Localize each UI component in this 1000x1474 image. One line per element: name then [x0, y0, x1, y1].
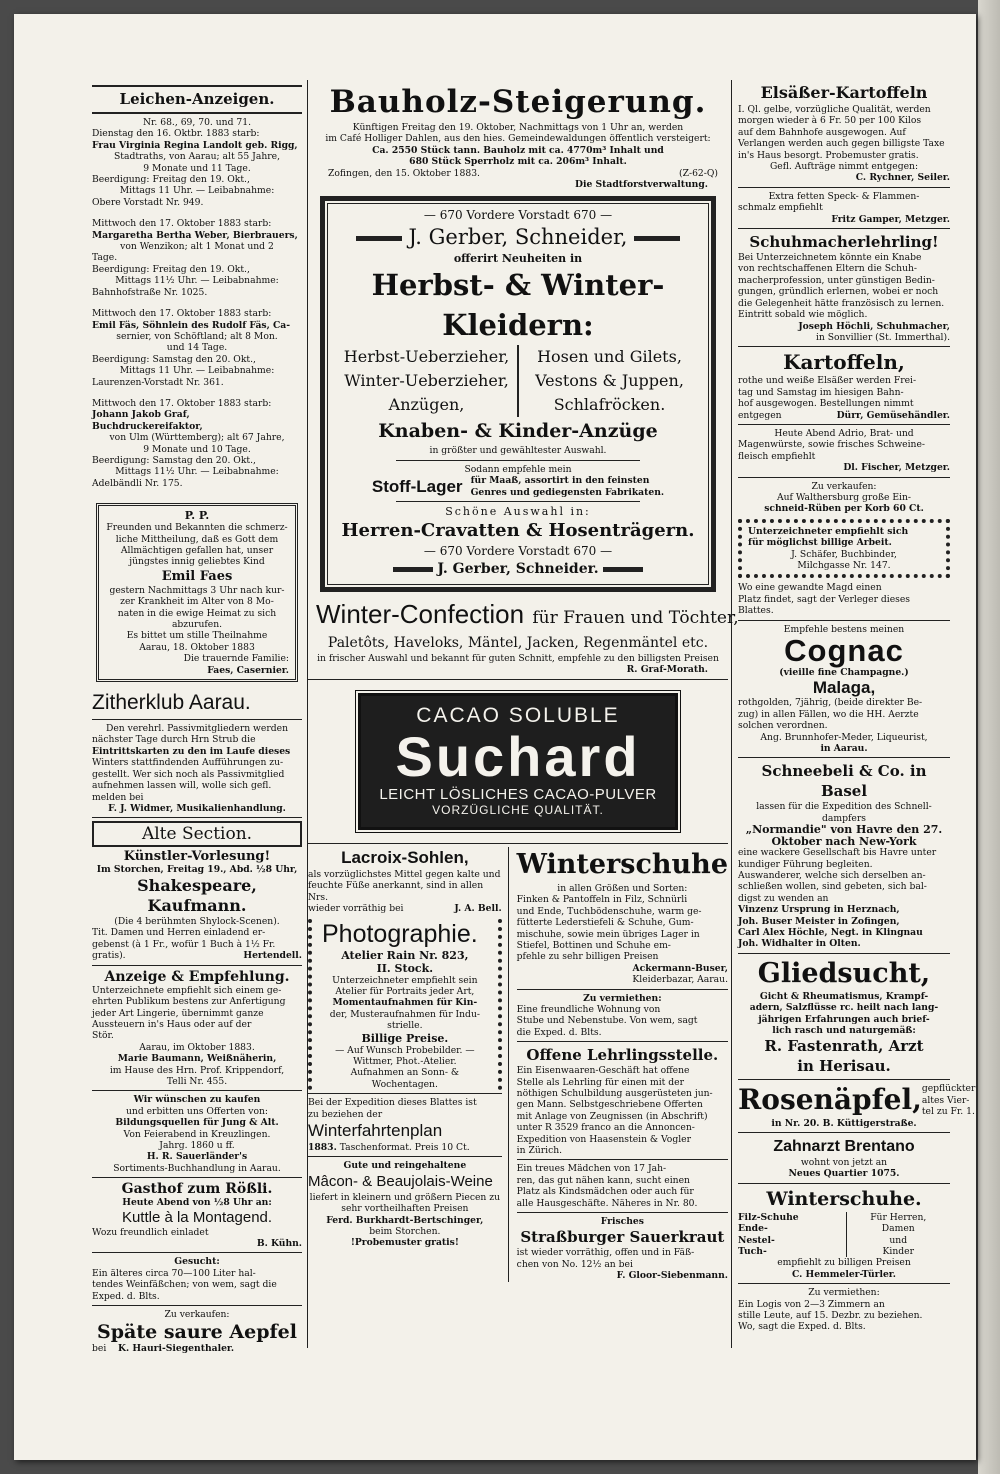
schuhmacherlehrling: Schuhmacherlehrling! Bei Unterzeichnetem könnte ein Knabe von rechtschaffenen Eltern die Schuh- macherprofession, unter günstigen Bedin- gungen, gründlich erlernen, wobei er noch die Gelegenheit hätte französisch zu lernen. Eintritt sobald wie möglich. Joseph Höchli, Schuhmacher, in Sonvillier (St. Immerthal). — [738, 233, 950, 343]
gliedsucht-ad: Gliedsucht, Gicht & Rheumatismus, Krampf- adern, Salzflüsse rc. heilt nach lang- jährigen Erfahrungen auch brief- lich rasch und naturgemäß: R. Fastenrath, Arzt in Herisau. — [749, 957, 939, 1076]
winterschuhe-ackermann: Winterschuhe in allen Größen und Sorten: Finken & Pantoffeln in Filz, Schnürli und Ende, Tuchbödenschuhe, warm ge- fütterte Lederstiefeli & Schuhe, Gum- mischuhe, sowie mein übriges Lager in Stiefel, Bottinen und Schuhe em- pfehle zu sehr billigen Preisen Ackermann-Buser, Kleiderbazar, Aarau. — [516, 848, 728, 986]
death-notices — [92, 85, 302, 489]
lehrlingsstelle: Offene Lehrlingsstelle. Ein Eisenwaaren-Geschäft hat offene Stelle als Lehrling für einen mit der nöthigen Schulbildung ausgerüsteten jun- gen Mann. Selbstgeschriebene Offerten mit Anlage von Zeugnissen (in Abschrift) unter R 3529 franco an die Annoncen- Expedition von Haasenstein & Vogler in Zürich. — [516, 1046, 719, 1156]
anzeige-empfehlung: Anzeige & Empfehlung. Unterzeichnete empfiehlt sich einem ge- ehrten Publikum bestens zur Anfertigung jeder Art Lingerie, übernimmt ganze Aussteuern in's Haus oder auf der Stör. Aarau, im Oktober 1883. Marie Baumann, Weißnäherin, im Hause des Hrn. Prof. Krippendorf, Telli Nr. 455. — [92, 968, 290, 1087]
zahnarzt-brentano: Zahnarzt Brentano wohnt von jetzt an Neues Quartier 1075. — [773, 1138, 915, 1180]
gerber-ad: — 670 Vordere Vorstadt 670 — J. Gerber, Schneider, offerirt Neuheiten in Herbst- & Winter-Kleidern: Herbst-Ueberzieher, Winter-Ueberzieher, Anzügen, Hosen und Gilets, Vestons & Juppen, Schlafröcken. Knaben- & Kinder-Anzüge in größter und gewähltester Auswahl. Sodann empfehle mein Stoff-Lager für Maaß, assortirt in den feinsten Genres und gediegensten Fabrikaten. Schöne Auswahl in: Herren-Cravatten & Hosenträgern. — 670 Vordere Vorstadt 670 — J. Gerber, Schneider. — [320, 196, 716, 592]
buchbinder-ad: Unterzeichneter empfiehlt sich für möglichst billige Arbeit. J. Schäfer, Buchbinder, Milchgasse Nr. 147. — [738, 519, 950, 579]
elsaesser-kartoffeln: Elsäßer-Kartoffeln I. Ql. gelbe, vorzügliche Qualität, werden morgen wieder à 6 Fr. 50 per 100 Kilos auf dem Bahnhofe ausgewogen. Auf Verlangen werden auch gegen billigste Taxe in's Haus besorgt. Probemuster gratis. Gefl. Aufträge nimmt entgegen: C. Rychner, Seiler. — [738, 83, 950, 184]
winter-confection: Winter-Confection für Frauen und Töchter, Paletôts, Haveloks, Mäntel, Jacken, Regenmäntel etc. in frischer Auswahl und bekannt für guten Schnitt, empfehle zu den billigsten Preisen R. Graf-Morath. — [316, 599, 739, 676]
winterfahrtenplan: Bei der Expedition dieses Blattes ist zu beziehen der Winterfahrtenplan 1883. Taschenformat. Preis 10 Ct. — [308, 1097, 477, 1153]
kindsmaedchen: Ein treues Mädchen von 17 Jah- ren, das gut nähen kann, sucht einen Platz als Kindsmädchen oder auch für alle Hausgeschäfte. Näheres in Nr. 80. — [516, 1163, 698, 1209]
alte-section-box: Alte Section. — [92, 821, 302, 847]
saure-aepfel: Zu verkaufen: Späte saure Aepfel bei K. Hauri-Siegenthaler. — [92, 1309, 297, 1354]
column-rule-2 — [731, 80, 732, 1348]
lacroix-soles: Lacroix-Sohlen, als vorzüglichstes Mittel gegen kalte und feuchte Füße anerkannt, sind in allen Nrs. wieder vorräthig bei J. A. Bell. — [308, 847, 502, 915]
obituary-name: Emil Faes — [161, 568, 233, 584]
bratwurst-ad: Heute Abend Adrio, Brat- und Magenwürste, sowie frisches Schweine- fleisch empfiehlt Dl. Fischer, Metzger. — [738, 427, 950, 474]
einschneid-rueben: Zu verkaufen: Auf Walthersburg große Ein- schneid-Rüben per Korb 60 Ct. — [764, 480, 924, 515]
speck-flammenschmalz: Extra fetten Speck- & Flammen- schmalz empfiehlt Fritz Gamper, Metzger. — [738, 190, 950, 225]
kartoffeln-duerr: Kartoffeln, rothe und weiße Elsäßer werden Frei- tag und Samstag im hiesigen Bahn- hof ausgewogen. Bestellungen nimmt entgegen Dürr, Gemüsehändler. — [738, 350, 950, 421]
column-middle — [308, 82, 739, 1282]
death-notices-title: Leichen-Anzeigen. — [119, 90, 275, 108]
suchard-ad: CACAO SOLUBLE Suchard LEICHT LÖSLICHES CACAO-PULVER VORZÜGLICHE QUALITÄT. — [358, 693, 678, 830]
kuenstler-vorlesung: Künstler-Vorlesung! Im Storchen, Freitag 19., Abd. ½8 Uhr, Shakespeare, Kaufmann. (Die 4 berühmten Shylock-Scenen). Tit. Damen und Herren einladend er- gebenst (à 1 Fr., wofür 1 Buch à 1½ Fr. gratis). Hertendell. — [92, 849, 302, 962]
zither-notice: Den verehrl. Passivmitgliedern werden nächster Tage durch Hrn Strub die Eintrittskarten zu den im Laufe dieses Winters stattfindenden Aufführungen zu- gestellt. Wer sich noch als Passivmitglied aufnehmen lassen will, wolle sich gefl. melden bei F. J. Widmer, Musikalienhandlung. — [92, 723, 291, 814]
gesucht: Gesucht: Ein älteres circa 70—100 Liter hal- tendes Weinfäßchen; von wem, sagt die Exped. d. Blts. — [92, 1256, 277, 1302]
scan-edge — [978, 0, 1000, 1474]
lower-middle-ads — [308, 847, 728, 1282]
cognac-ad: Empfehle bestens meinen Cognac (vieille fine Champagne.) Malaga, rothgolden, 7jährig, (beide direkter Be- zug) in allen Fällen, wo die HH. Aerzte solchen verordnen. Ang. Brunnhofer-Meder, Liqueurist, in Aarau. — [738, 623, 928, 755]
magd-gesucht: Wo eine gewandte Magd einen Platz findet, sagt der Verleger dieses Blattes. — [738, 582, 911, 617]
wanted-books: Wir wünschen zu kaufen und erbitten uns Offerten von: Bildungsquellen für Jung & Alt. Von Feierabend in Kreuzlingen. Jahrg. 1860 u ff. H. R. Sauerländer's Sortiments-Buchhandlung in Aarau. — [113, 1094, 281, 1174]
photographie-ad: Photographie. Atelier Rain Nr. 823, II. Stock. Unterzeichneter empfiehlt sein Atelier für Portraits jeder Art, Momentaufnahmen für Kin- der, Musteraufnahmen für Indu- strielle. Billige Preise. — Auf Wunsch Probebilder. — Wittmer, Phot.-Atelier. Aufnahmen an Sonn- & Wochentagen. — [308, 919, 502, 1091]
bauholz-steigerung: Bauholz-Steigerung. Künftigen Freitag den 19. Oktober, Nachmittags von 1 Uhr an, werden im Café Holliger Dahlen, aus den hies. Gemeindewaldungen öffentlich versteigert: Ca. 2550 Stück tann. Bauholz mit ca. 4770m³ Inhalt und 680 Stück Sperrholz mit ca. 206m³ Inhalt. Zofingen, den 15. Oktober 1883. (Z-62-Q) Die Stadtforstverwaltung. — [325, 84, 718, 191]
death-entry-2: Mittwoch den 17. Oktober 1883 starb: Margaretha Bertha Weber, Bierbrauers, von Wenzikon; alt 1 Monat und 2 Tage. Beerdigung: Freitag den 19. Okt., Mittags 11½ Uhr. — Leibabnahme: Bahnhofstraße Nr. 1025. — [92, 218, 298, 298]
gerber-garment-list: Herbst-Ueberzieher, Winter-Ueberzieher, Anzügen, Hosen und Gilets, Vestons & Juppen, Schlafröcken. — [336, 345, 700, 417]
wohnung-vermieten: Zu vermiethen: Eine freundliche Wohnung von Stube und Nebenstube. Von wem, sagt die Exped. d. Blts. — [516, 992, 698, 1038]
winterschuhe-hemmeler: Winterschuhe. Filz-Schuhe Ende- Nestel- Tuch- Für Herren, Damen und Kinder empfiehlt zu billigen Preisen C. Hemmeler-Türler. — [738, 1187, 927, 1280]
column-left — [92, 82, 302, 1354]
column-right — [738, 82, 976, 1333]
death-numbers: Nr. 68., 69, 70. und 71. — [142, 117, 252, 128]
obituary-box: P. P. Freunden und Bekannten die schmerz- liche Mittheilung, daß es Gott dem Allmächtigen gefallen hat, unser jüngstes innig geliebtes Kind Emil Faes gestern Nachmittags 3 Uhr nach kur- zer Krankheit im Alter von 8 Mo- naten in die ewige Heimat zu sich abzurufen. Es bittet um stille Theilnahme Aarau, 18. Oktober 1883 Die trauernde Familie: Faes, Casernier. — [96, 503, 298, 682]
sauerkraut: Frisches Straßburger Sauerkraut ist wieder vorräthig, offen und in Fäß- chen von No. 12½ an bei F. Gloor-Siebenmann. — [516, 1216, 728, 1282]
gasthof-roessli: Gasthof zum Rößli. Heute Abend von ½8 Uhr an: Kuttle à la Montagend. Wozu freundlich einladet B. Kühn. — [92, 1181, 302, 1250]
schneebeli-auswanderung: Schneebeli & Co. in Basel lassen für die Expedition des Schnell- dampfers „Normandie" von Havre den 27. Oktober nach New-York eine wackere Gesellschaft bis Havre unter kundiger Führung begleiten. Auswanderer, welche sich derselben an- schließen wollen, sind gebeten, sich bal- digst zu wenden an Vinzenz Ursprung in Herznach, Joh. Buser Meister in Zofingen, Carl Alex Höchle, Negt. in Klingnau Joh. Widhalter in Olten. — [738, 762, 943, 950]
death-entry-3: Mittwoch den 17. Oktober 1883 starb: Emil Fäs, Söhnlein des Rudolf Fäs, Ca- sernier, von Schöftland; alt 8 Mon. und 14 Tage. Beerdigung: Samstag den 20. Okt., Mittags 11 Uhr. — Leibabnahme: Laurenzen-Vorstadt Nr. 361. — [92, 308, 291, 388]
logis-vermieten: Zu vermiethen: Ein Logis von 2—3 Zimmern an stille Leute, auf 15. Dezbr. zu beziehen. Wo, sagt die Exped. d. Blts. — [738, 1287, 923, 1333]
rosenaepfel: Rosenäpfel, gepflückter altes Vier- tel zu Fr. 1. in Nr. 20. B. Küttigerstraße. — [738, 1083, 976, 1129]
death-entry-4: Mittwoch den 17. Oktober 1883 starb: Johann Jakob Graf, Buchdruckereifaktor, von Ulm (Württemberg); alt 67 Jahre, 9 Monate und 10 Tage. Beerdigung: Samstag den 20. Okt., Mittags 11½ Uhr. — Leibabnahme: Adelbändli Nr. 175. — [92, 397, 285, 489]
macon-weine: Gute und reingehaltene Mâcon- & Beaujolais-Weine liefert in kleinern und größern Piecen zu sehr vortheilhaften Preisen Ferd. Burkhardt-Bertschinger, beim Storchen. !Probemuster gratis! — [308, 1160, 501, 1249]
zither-title: Zitherklub Aarau. — [92, 691, 251, 715]
death-entry-1: Dienstag den 16. Oktbr. 1883 starb: Frau Virginia Regina Landolt geb. Rigg, Stadtraths, von Aarau; alt 55 Jahre, 9 Monate und 11 Tage. Beerdigung: Freitag den 19. Okt., Mittags 11 Uhr. — Leibabnahme: Obere Vorstadt Nr. 949. — [92, 128, 298, 208]
